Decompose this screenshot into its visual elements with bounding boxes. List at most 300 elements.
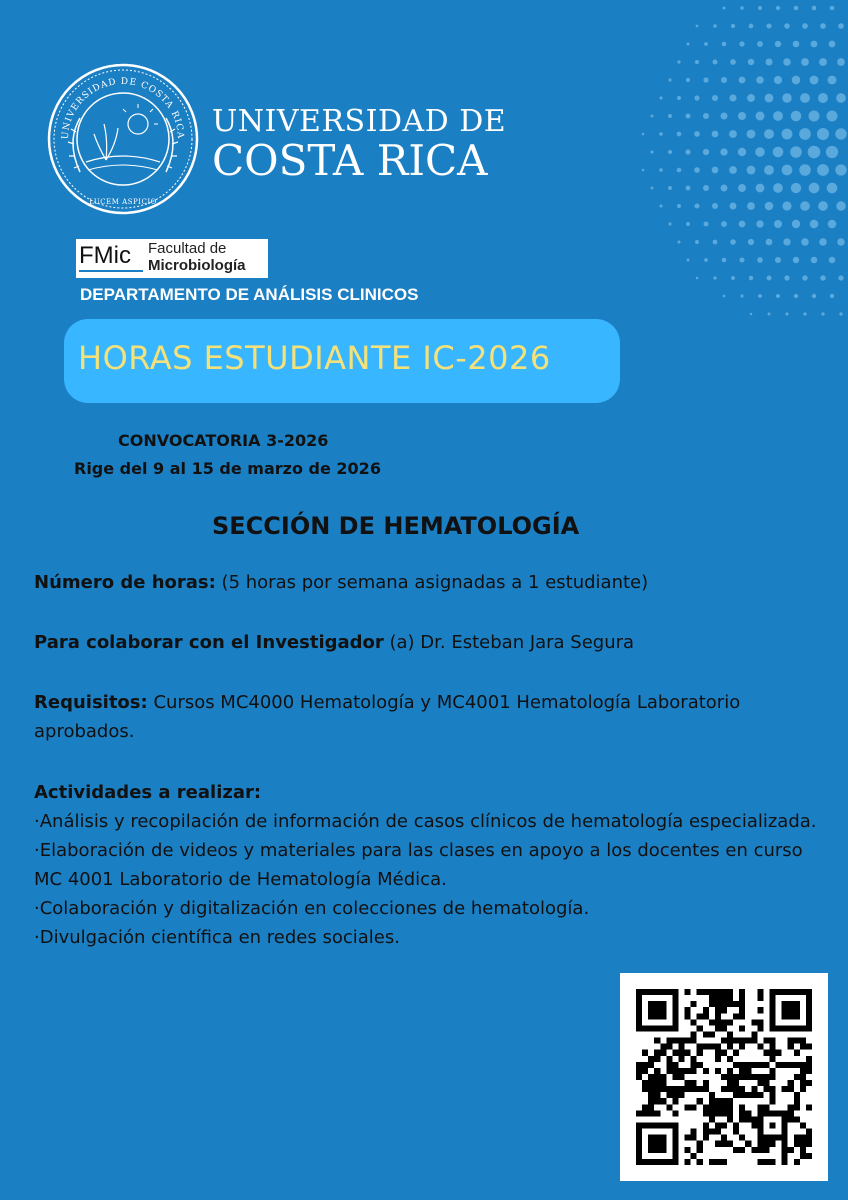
- decorative-dot: [695, 60, 699, 64]
- decorative-dot: [783, 58, 790, 65]
- decorative-dot: [642, 169, 645, 172]
- decorative-dot: [830, 294, 834, 298]
- decorative-dot: [773, 111, 783, 121]
- qr-module: [709, 1044, 715, 1050]
- decorative-dot: [782, 93, 791, 102]
- qr-module: [672, 1050, 678, 1056]
- decorative-dot: [721, 185, 728, 192]
- qr-module: [745, 1116, 751, 1122]
- qr-module: [685, 1068, 691, 1074]
- decorative-dot: [792, 76, 801, 85]
- qr-module: [715, 1098, 721, 1104]
- qr-module: [745, 1062, 751, 1068]
- qr-module: [666, 1062, 672, 1068]
- qr-module: [757, 1019, 763, 1025]
- qr-module: [660, 1044, 666, 1050]
- qr-module: [727, 1110, 733, 1116]
- qr-module: [678, 1044, 684, 1050]
- qr-module: [745, 1110, 751, 1116]
- qr-module: [715, 1056, 721, 1062]
- qr-module: [751, 1031, 757, 1037]
- list-item: ·Análisis y recopilación de información de casos clínicos de hematología especializada.: [34, 811, 817, 832]
- decorative-dot: [782, 201, 791, 210]
- decorative-dot: [713, 60, 718, 65]
- decorative-dot: [712, 167, 719, 174]
- qr-module: [727, 1098, 733, 1104]
- qr-module: [703, 1080, 709, 1086]
- qr-module: [715, 1025, 721, 1031]
- qr-module: [648, 1056, 654, 1062]
- qr-module: [721, 1086, 727, 1092]
- call-dates: Rige del 9 al 15 de marzo de 2026: [74, 459, 381, 478]
- qr-module: [739, 1110, 745, 1116]
- qr-module: [709, 1129, 715, 1135]
- qr-module: [739, 1007, 745, 1013]
- decorative-dot: [810, 220, 819, 229]
- qr-module: [770, 1141, 776, 1147]
- qr-module: [715, 989, 721, 995]
- qr-module: [691, 1068, 697, 1074]
- qr-module: [751, 1019, 757, 1025]
- decorative-dot: [739, 41, 744, 46]
- decorative-dot: [686, 42, 689, 45]
- decorative-dot: [792, 220, 800, 228]
- decorative-dot: [748, 239, 754, 245]
- qr-module: [794, 1074, 800, 1080]
- decorative-dot: [800, 93, 810, 103]
- call-title: CONVOCATORIA 3-2026: [118, 431, 329, 450]
- faculty-name: [148, 240, 268, 274]
- qr-module: [800, 1074, 806, 1080]
- qr-module: [751, 1092, 757, 1098]
- decorative-dot: [818, 93, 828, 103]
- decorative-dot: [694, 167, 700, 173]
- qr-module: [721, 1001, 727, 1007]
- qr-module: [703, 1044, 709, 1050]
- decorative-dot: [704, 42, 708, 46]
- qr-module: [739, 1038, 745, 1044]
- decorative-dot: [723, 7, 726, 10]
- qr-module: [757, 1147, 763, 1153]
- qr-module: [721, 1025, 727, 1031]
- qr-module: [770, 1086, 776, 1092]
- decorative-dot: [838, 275, 843, 280]
- qr-module: [794, 1092, 800, 1098]
- qr-module: [691, 1019, 697, 1025]
- decorative-dot: [758, 294, 762, 298]
- qr-module: [709, 1001, 715, 1007]
- qr-module: [806, 1056, 812, 1062]
- qr-module: [782, 1153, 788, 1159]
- qr-module: [660, 1050, 666, 1056]
- qr-module: [733, 1038, 739, 1044]
- qr-module: [770, 1074, 776, 1080]
- faculty-logo-underline: [79, 270, 143, 272]
- qr-module: [721, 1110, 727, 1116]
- decorative-dot: [721, 77, 727, 83]
- qr-module: [739, 1116, 745, 1122]
- qr-module: [685, 1007, 691, 1013]
- qr-module: [800, 1141, 806, 1147]
- decorative-dot: [794, 6, 799, 11]
- qr-module: [691, 1031, 697, 1037]
- decorative-dot: [704, 258, 708, 262]
- decorative-dot: [764, 165, 774, 175]
- decorative-dot: [668, 186, 672, 190]
- decorative-dot: [756, 112, 765, 121]
- qr-module: [800, 1044, 806, 1050]
- decorative-dot: [687, 259, 690, 262]
- qr-module: [763, 1086, 769, 1092]
- qr-module: [703, 1068, 709, 1074]
- qr-module: [788, 1044, 794, 1050]
- qr-code-icon[interactable]: [636, 989, 812, 1165]
- decorative-dot: [695, 240, 699, 244]
- qr-module: [727, 1044, 733, 1050]
- qr-module: [751, 1086, 757, 1092]
- qr-module: [727, 1141, 733, 1147]
- decorative-dot: [818, 201, 828, 211]
- decorative-dot: [793, 41, 800, 48]
- qr-module: [727, 1074, 733, 1080]
- qr-module: [800, 1153, 806, 1159]
- section-title: SECCIÓN DE HEMATOLOGÍA: [212, 512, 580, 540]
- qr-module: [727, 1116, 733, 1122]
- qr-module: [672, 1110, 678, 1116]
- decorative-dot: [756, 220, 763, 227]
- qr-module: [685, 1147, 691, 1153]
- qr-module: [715, 1013, 721, 1019]
- decorative-dot: [749, 276, 753, 280]
- decorative-dot: [765, 202, 774, 211]
- decorative-dot: [749, 24, 754, 29]
- qr-module: [733, 1050, 739, 1056]
- qr-module: [648, 1062, 654, 1068]
- decorative-dot: [756, 76, 764, 84]
- qr-module: [678, 1092, 684, 1098]
- qr-module: [709, 1116, 715, 1122]
- qr-module: [806, 1068, 812, 1074]
- qr-module: [691, 1129, 697, 1135]
- qr-module: [763, 1104, 769, 1110]
- decorative-dot: [776, 294, 780, 298]
- qr-module: [763, 1074, 769, 1080]
- qr-module: [794, 1141, 800, 1147]
- qr-module: [721, 1104, 727, 1110]
- qr-module: [727, 989, 733, 995]
- qr-module: [739, 1062, 745, 1068]
- qr-module: [739, 1074, 745, 1080]
- qr-module: [782, 1062, 788, 1068]
- qr-module: [666, 1086, 672, 1092]
- decorative-dot: [713, 276, 716, 279]
- qr-module: [666, 1068, 672, 1074]
- decorative-dot: [659, 204, 662, 207]
- faculty-name-line2: Microbiología: [148, 257, 246, 274]
- qr-module: [751, 1116, 757, 1122]
- qr-module: [715, 1141, 721, 1147]
- qr-module: [794, 1050, 800, 1056]
- qr-module: [739, 1086, 745, 1092]
- decorative-dot: [747, 94, 755, 102]
- qr-module: [709, 1092, 715, 1098]
- qr-module: [691, 1038, 697, 1044]
- qr-module: [727, 1056, 733, 1062]
- qr-module: [721, 1135, 727, 1141]
- qr-module: [721, 1098, 727, 1104]
- investigator-label: Para colaborar con el Investigador: [34, 632, 384, 653]
- decorative-dot: [765, 58, 772, 65]
- university-name-line2: COSTA RICA: [212, 136, 488, 185]
- qr-module: [715, 1007, 721, 1013]
- qr-module: [727, 1104, 733, 1110]
- decorative-dot: [704, 222, 709, 227]
- qr-module: [763, 1141, 769, 1147]
- qr-module: [715, 1019, 721, 1025]
- qr-module: [703, 1123, 709, 1129]
- qr-module: [788, 1104, 794, 1110]
- qr-module: [642, 1068, 648, 1074]
- investigator-value: (a) Dr. Esteban Jara Segura: [383, 632, 635, 653]
- decorative-dot: [739, 257, 744, 262]
- qr-module: [697, 989, 703, 995]
- decorative-dot: [830, 6, 835, 11]
- activities-block: [34, 778, 824, 952]
- decorative-dot: [712, 131, 719, 138]
- qr-module: [715, 1110, 721, 1116]
- qr-module: [721, 1123, 727, 1129]
- qr-module: [648, 1110, 654, 1116]
- qr-module: [757, 1025, 763, 1031]
- qr-module: [800, 1147, 806, 1153]
- qr-module: [721, 1159, 727, 1165]
- qr-module: [806, 1135, 812, 1141]
- decorative-dot: [722, 42, 727, 47]
- qr-module: [648, 1092, 654, 1098]
- qr-module: [763, 1080, 769, 1086]
- qr-module: [800, 1068, 806, 1074]
- qr-module: [770, 1123, 776, 1129]
- qr-module: [715, 1159, 721, 1165]
- decorative-dot: [740, 6, 743, 9]
- decorative-dot: [686, 222, 690, 226]
- decorative-dot: [801, 58, 809, 66]
- decorative-dot: [722, 258, 726, 262]
- decorative-dot: [694, 95, 699, 100]
- list-item: ·Colaboración y digitalización en colecciones de hematología.: [34, 898, 590, 919]
- qr-module: [685, 989, 691, 995]
- qr-module: [709, 1110, 715, 1116]
- qr-module: [715, 1104, 721, 1110]
- decorative-dot: [738, 148, 746, 156]
- qr-module: [800, 1123, 806, 1129]
- decorative-dot: [799, 128, 811, 140]
- qr-module: [697, 1050, 703, 1056]
- qr-module: [660, 1086, 666, 1092]
- qr-module: [733, 1092, 739, 1098]
- qr-module: [654, 1080, 660, 1086]
- decorative-dot: [835, 164, 846, 175]
- qr-module: [739, 989, 745, 995]
- qr-module: [691, 1056, 697, 1062]
- qr-module: [642, 1086, 648, 1092]
- hours-label: Número de horas:: [34, 572, 216, 593]
- decorative-dot: [774, 76, 782, 84]
- qr-module: [733, 1080, 739, 1086]
- qr-module: [648, 1098, 654, 1104]
- qr-module: [757, 1104, 763, 1110]
- qr-module: [745, 1038, 751, 1044]
- qr-module: [654, 1110, 660, 1116]
- decorative-dot: [775, 41, 781, 47]
- hours-paragraph: [34, 568, 824, 597]
- decorative-dot: [651, 115, 654, 118]
- qr-module: [782, 1001, 800, 1019]
- qr-module: [763, 1147, 769, 1153]
- decorative-dot: [721, 221, 727, 227]
- decorative-dot: [819, 58, 827, 66]
- qr-module: [648, 1074, 654, 1080]
- qr-module: [703, 1007, 709, 1013]
- qr-module: [757, 1044, 763, 1050]
- decorative-dot: [720, 148, 727, 155]
- qr-module: [757, 1159, 763, 1165]
- qr-module: [709, 1098, 715, 1104]
- qr-module: [703, 1086, 709, 1092]
- decorative-dot: [794, 294, 798, 298]
- decorative-dot: [784, 23, 789, 28]
- qr-module: [666, 1038, 672, 1044]
- decorative-dot: [668, 222, 671, 225]
- qr-module: [806, 1062, 812, 1068]
- qr-module: [794, 1135, 800, 1141]
- qr-module: [800, 1038, 806, 1044]
- decorative-dot: [685, 149, 690, 154]
- qr-module: [678, 1086, 684, 1092]
- qr-module: [715, 1044, 721, 1050]
- qr-module: [794, 1038, 800, 1044]
- decorative-dot: [827, 111, 838, 122]
- qr-module: [776, 1062, 782, 1068]
- qr-module: [788, 1116, 794, 1122]
- decorative-dot: [739, 221, 746, 228]
- qr-module: [739, 1104, 745, 1110]
- qr-module: [794, 1098, 800, 1104]
- qr-module: [709, 1019, 715, 1025]
- qr-module: [654, 1056, 660, 1062]
- qr-module: [770, 1098, 776, 1104]
- qr-module: [678, 1050, 684, 1056]
- qr-module: [782, 1147, 788, 1153]
- decorative-dot: [820, 275, 825, 280]
- qr-module: [727, 1080, 733, 1086]
- qr-module: [721, 1141, 727, 1147]
- qr-module: [788, 1038, 794, 1044]
- decorative-dot: [740, 294, 743, 297]
- qr-module: [770, 1050, 776, 1056]
- qr-module: [697, 1062, 703, 1068]
- decorative-dot: [677, 168, 682, 173]
- qr-module: [745, 1092, 751, 1098]
- qr-module: [806, 1080, 812, 1086]
- decorative-dot: [730, 59, 736, 65]
- qr-module: [715, 1001, 721, 1007]
- qr-module: [733, 1013, 739, 1019]
- qr-module: [721, 1019, 727, 1025]
- qr-module: [654, 1068, 660, 1074]
- qr-module: [697, 1013, 703, 1019]
- qr-module: [739, 1001, 745, 1007]
- university-seal-icon: [46, 62, 200, 216]
- qr-module: [745, 1141, 751, 1147]
- decorative-dot: [836, 201, 845, 210]
- decorative-dot: [783, 238, 790, 245]
- decorative-dot: [811, 41, 818, 48]
- qr-module: [697, 1159, 703, 1165]
- qr-module: [642, 1110, 648, 1116]
- decorative-dot: [839, 312, 842, 315]
- qr-module: [788, 1086, 794, 1092]
- qr-module: [806, 1153, 812, 1159]
- decorative-dot: [712, 95, 718, 101]
- decorative-dot: [768, 313, 771, 316]
- decorative-dot: [712, 203, 718, 209]
- qr-module: [703, 1031, 709, 1037]
- qr-module: [727, 995, 733, 1001]
- decorative-dot: [730, 239, 736, 245]
- qr-module: [727, 1001, 733, 1007]
- qr-module: [666, 1056, 672, 1062]
- qr-module: [648, 1104, 654, 1110]
- qr-module: [648, 1080, 654, 1086]
- qr-module: [697, 1147, 703, 1153]
- qr-module: [800, 1086, 806, 1092]
- qr-module: [727, 1038, 733, 1044]
- decorative-dot: [821, 312, 824, 315]
- qr-module: [800, 1135, 806, 1141]
- decorative-dot: [677, 204, 681, 208]
- decorative-dot: [739, 77, 746, 84]
- decorative-dot: [774, 220, 782, 228]
- qr-module: [672, 1062, 678, 1068]
- qr-module: [739, 1147, 745, 1153]
- decorative-dot: [773, 183, 783, 193]
- university-name-line1: UNIVERSIDAD DE: [212, 104, 507, 139]
- decorative-dot: [686, 186, 691, 191]
- qr-module: [770, 1068, 776, 1074]
- qr-module: [666, 1044, 672, 1050]
- decorative-dot: [802, 23, 808, 29]
- qr-module: [806, 1044, 812, 1050]
- decorative-dot: [808, 146, 821, 159]
- qr-code-frame[interactable]: [620, 973, 828, 1181]
- qr-module: [794, 1104, 800, 1110]
- qr-module: [636, 1062, 642, 1068]
- qr-module: [770, 1044, 776, 1050]
- qr-module: [685, 1050, 691, 1056]
- qr-module: [721, 995, 727, 1001]
- qr-module: [691, 1001, 697, 1007]
- qr-module: [745, 1074, 751, 1080]
- decorative-dot: [703, 149, 709, 155]
- list-item: ·Divulgación científica en redes sociales.: [34, 927, 400, 948]
- decorative-dot: [829, 41, 836, 48]
- decorative-dot: [837, 58, 845, 66]
- decorative-dot: [755, 147, 764, 156]
- qr-module: [763, 1159, 769, 1165]
- qr-module: [733, 1001, 739, 1007]
- decorative-dot: [809, 111, 820, 122]
